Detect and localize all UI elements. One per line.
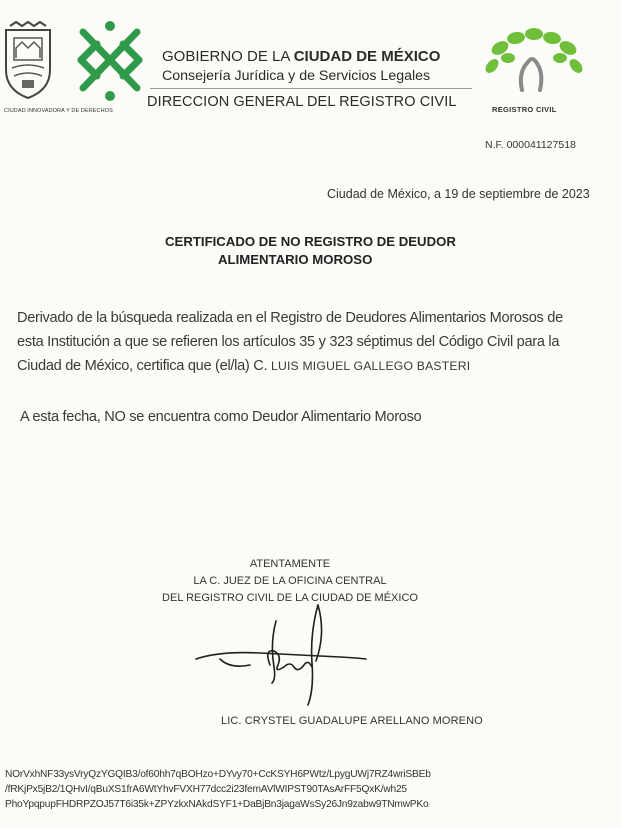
header-divider xyxy=(150,88,472,89)
certificado-titulo xyxy=(165,233,456,269)
cargo-linea-1: LA C. JUEZ DE LA OFICINA CENTRAL xyxy=(193,575,387,587)
nombre-firmante: LIC. CRYSTEL GUADALUPE ARELLANO MORENO xyxy=(221,715,483,727)
resultado-busqueda: A esta fecha, NO se encuentra como Deudor Alimentario Moroso xyxy=(20,409,422,425)
sello-linea-2: /fRKjPx5jB2/1QHvI/qBuXS1frA6WtYhvFVXH77dcc2i23femAVlWIPST90TAsArFF5QxK/wh25 xyxy=(5,784,407,795)
titulo-linea-2: ALIMENTARIO MOROSO xyxy=(218,252,373,267)
parrafo-linea-3: Ciudad de México, certifica que (el/la) C. LUIS MIGUEL GALLEGO BASTERI xyxy=(17,358,471,374)
gobierno-heading: GOBIERNO DE LA CIUDAD DE MÉXICO xyxy=(162,48,441,65)
folio-number: N.F. 000041127518 xyxy=(485,139,576,151)
bloque-firma xyxy=(140,556,440,607)
sello-linea-1: NOrVxhNF33ysVryQzYGQIB3/of60hh7qBOHzo+DYvy70+CcKSYH6PWtz/LpygUWj7RZ4wriSBEb xyxy=(5,769,431,780)
fecha-emision: Ciudad de México, a 19 de septiembre de 2023 xyxy=(327,187,590,201)
shield-caption: CIUDAD INNOVADORA Y DE DERECHOS xyxy=(4,108,113,114)
cdmx-logo-icon xyxy=(73,18,147,102)
parrafo-linea-2: esta Institución a que se refieren los artículos 35 y 323 séptimus del Código Civil para la xyxy=(17,334,560,350)
sello-linea-3: PhoYpqpupFHDRPZOJ57T6i35k+ZPYzkxNAkdSYF1+DaBjBn3jagaWsSy26Jn9zabw9TNmwPKo xyxy=(5,799,429,810)
registro-civil-label: REGISTRO CIVIL xyxy=(492,105,557,114)
direccion-heading: DIRECCION GENERAL DEL REGISTRO CIVIL xyxy=(147,94,457,110)
cuerpo-certificado xyxy=(17,306,562,378)
parrafo-linea-1: Derivado de la búsqueda realizada en el Registro de Deudores Alimentarios Morosos de xyxy=(17,310,563,326)
titulo-linea-1: CERTIFICADO DE NO REGISTRO DE DEUDOR xyxy=(165,234,456,249)
signature-icon xyxy=(190,603,370,708)
registro-civil-tree-icon xyxy=(478,26,588,98)
cargo-linea-2: DEL REGISTRO CIVIL DE LA CIUDAD DE MÉXICO xyxy=(162,592,418,604)
atentamente: ATENTAMENTE xyxy=(249,558,331,570)
consejeria-heading: Consejería Jurídica y de Servicios Legales xyxy=(162,68,431,84)
cdmx-coat-of-arms-icon xyxy=(2,20,54,102)
sello-digital xyxy=(5,767,431,812)
nombre-ciudadano: LUIS MIGUEL GALLEGO BASTERI xyxy=(270,359,471,373)
